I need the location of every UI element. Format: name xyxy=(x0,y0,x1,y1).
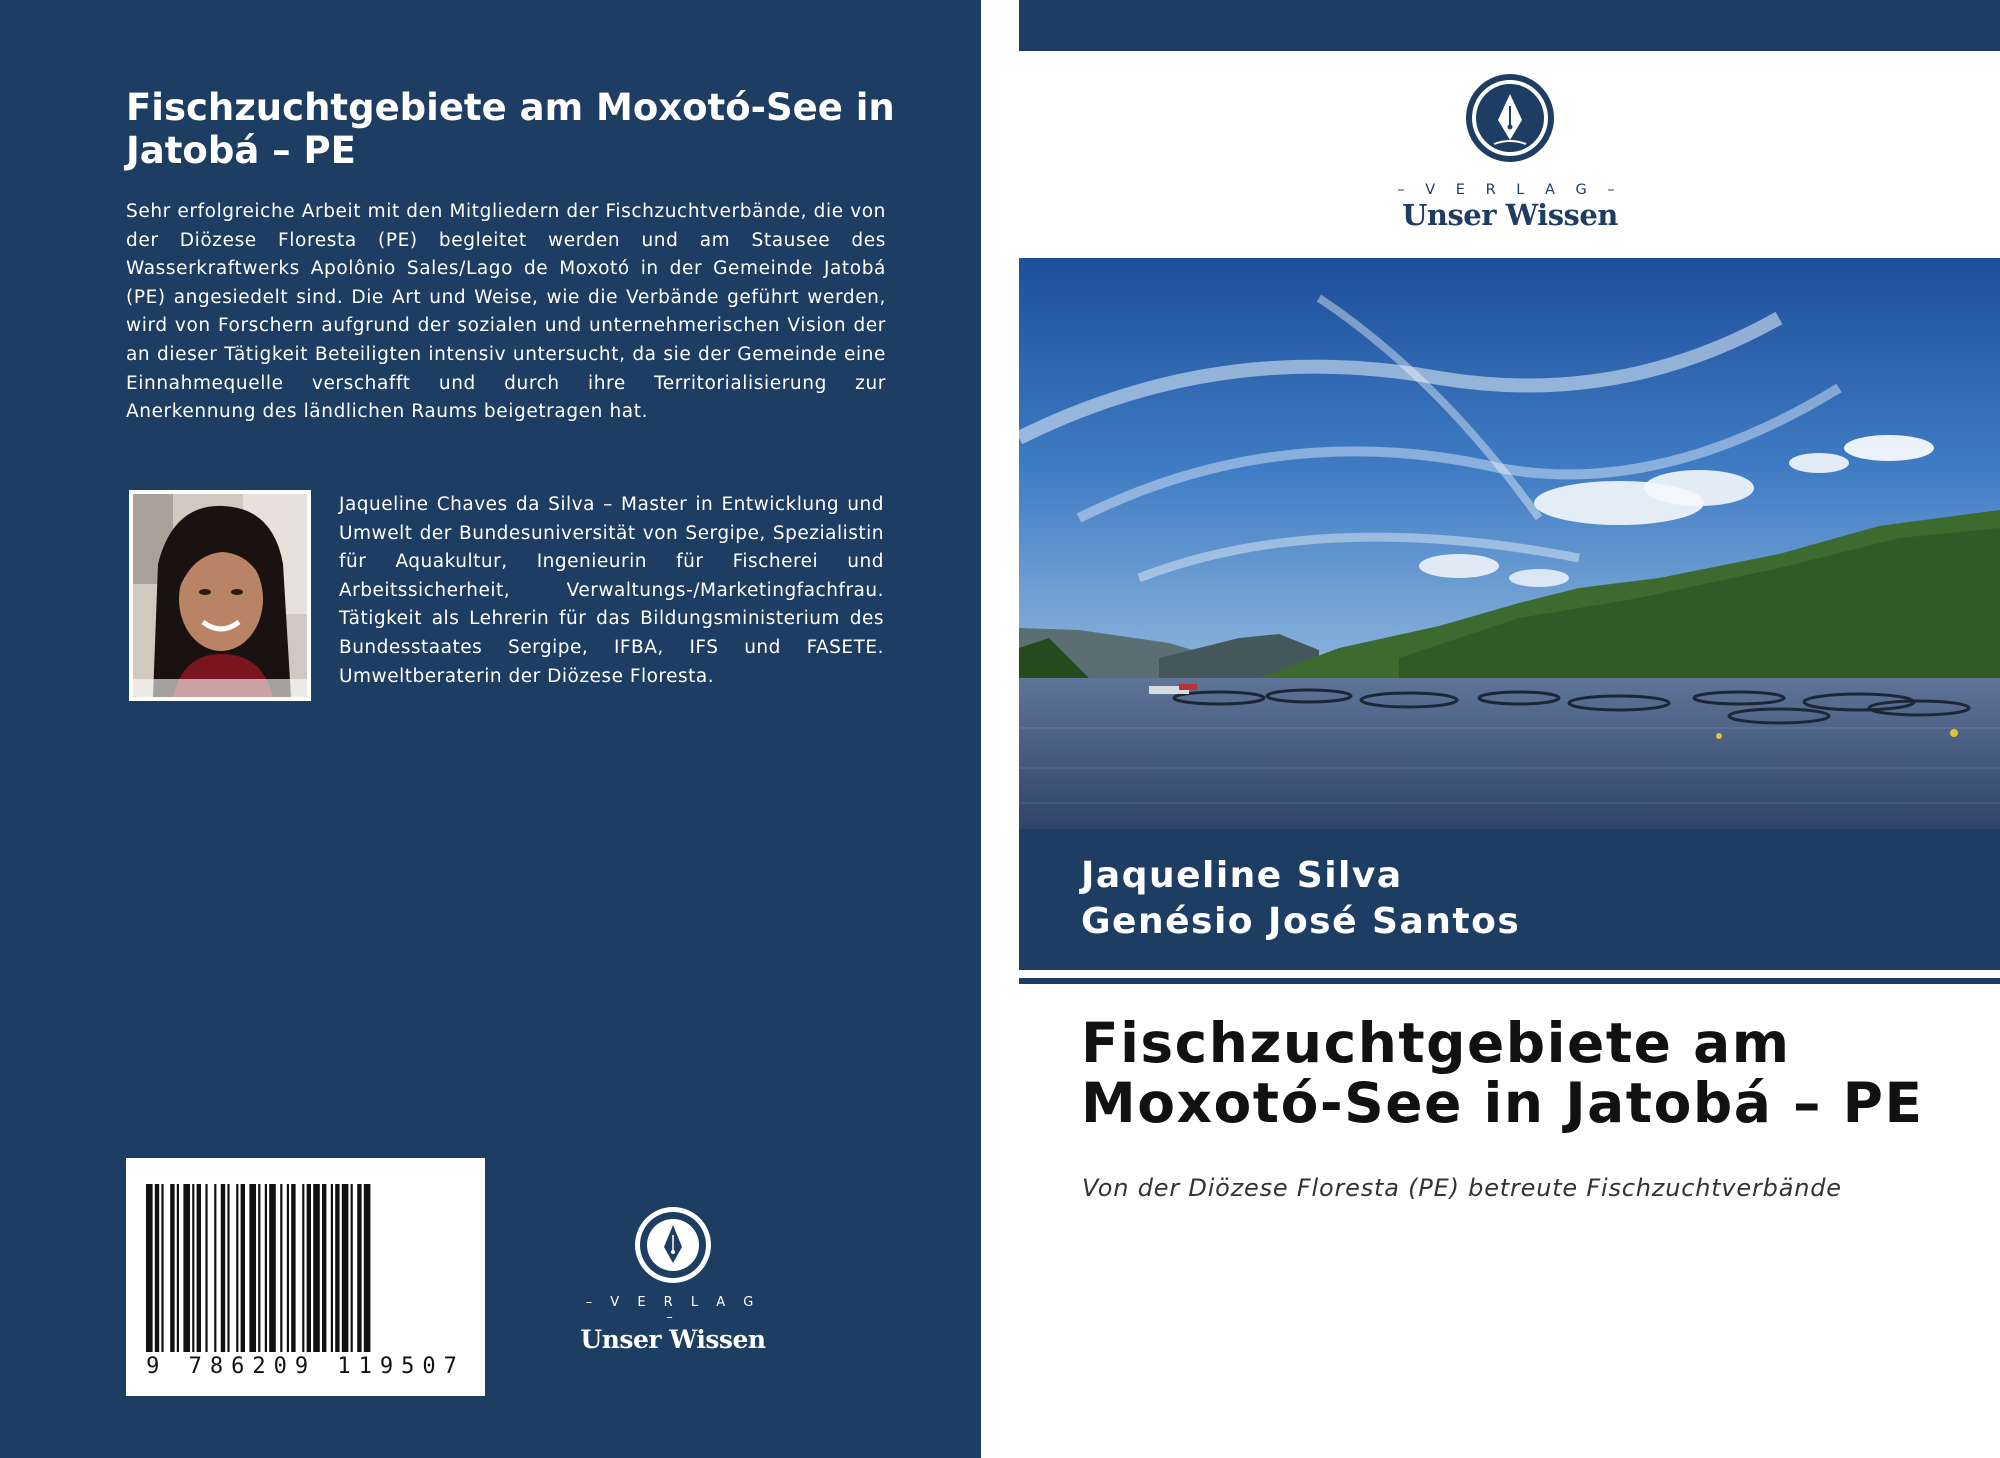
front-title-line-2: Moxotó-See in Jatobá – PE xyxy=(1081,1071,1924,1135)
publisher-name: Unser Wissen xyxy=(580,1325,766,1354)
front-title-line-1: Fischzuchtgebiete am xyxy=(1081,1011,1791,1075)
title-divider xyxy=(1019,978,2000,984)
back-cover xyxy=(0,0,981,1458)
front-publisher-logo xyxy=(1390,72,1630,232)
author-portrait-image xyxy=(129,490,311,701)
author-name-2: Genésio José Santos xyxy=(1081,901,1521,942)
pen-nib-logo-icon xyxy=(578,1205,768,1285)
author-band xyxy=(1019,829,2000,970)
author-name-1: Jaqueline Silva xyxy=(1081,855,1403,896)
lake-landscape-image xyxy=(1019,258,2000,829)
author-bio: Jaqueline Chaves da Silva – Master in Entwicklung und Umwelt der Bundesuniversität von Sergipe, Spezialistin für Aquakultur, Ingenieurin für Fischerei und Arbeitssicherheit, Verwaltungs-/Marketingfachfrau. Tätigkeit als Lehrerin für das Bildungsministerium des Bundesstaates Sergipe, IFBA, IFS und FASETE. Umweltberaterin der Diözese Floresta. xyxy=(339,494,884,687)
front-top-bar xyxy=(1019,0,2000,51)
front-cover-title xyxy=(1081,1013,1981,1133)
back-cover-blurb: Sehr erfolgreiche Arbeit mit den Mitgliedern der Fischzuchtverbände, die von der Diözese Floresta (PE) begleitet werden und am Stausee des Wasserkraftwerks Apolônio Sales/Lago de Moxotó in der Gemeinde Jatobá (PE) angesiedelt sind. Die Art und Weise, wie die Verbände geführt werden, wird von Forschern aufgrund der sozialen und unternehmerischen Vision der an dieser Tätigkeit Beteiligten intensiv untersucht, da sie der Gemeinde eine Einnahmequelle verschafft und durch ihre Territorialisierung zur Anerkennung des ländlichen Raums beigetragen hat. xyxy=(126,201,886,423)
barcode-icon xyxy=(126,1158,485,1396)
publisher-verlag-text: – V E R L A G – xyxy=(585,1295,761,1325)
isbn-digits: 9 786209 119507 xyxy=(146,1354,465,1379)
back-cover-title: Fischzuchtgebiete am Moxotó-See in Jatobá – PE xyxy=(126,86,895,172)
front-cover-subtitle: Von der Diözese Floresta (PE) betreute Fischzuchtverbände xyxy=(1082,1174,1842,1202)
back-publisher-logo xyxy=(578,1205,768,1354)
pen-nib-logo-icon xyxy=(1390,72,1630,168)
publisher-verlag-text: – V E R L A G – xyxy=(1397,182,1623,198)
publisher-name: Unser Wissen xyxy=(1402,198,1618,232)
